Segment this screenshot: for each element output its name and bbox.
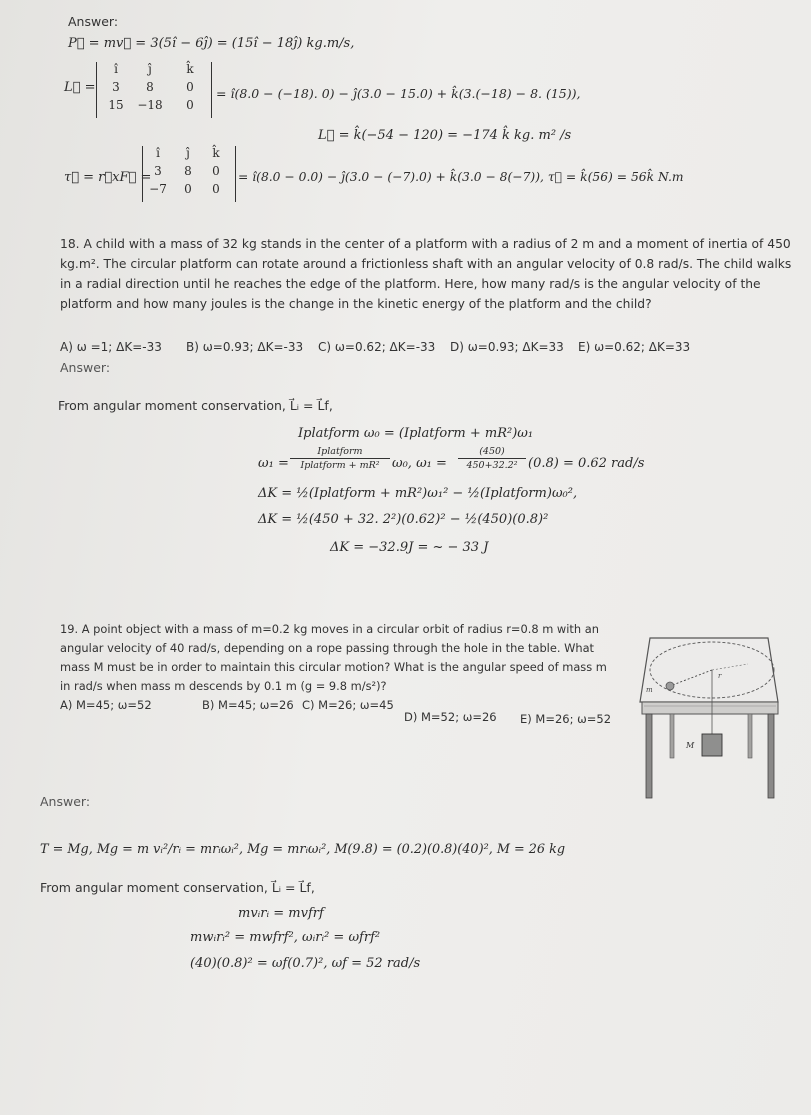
matrix-cell: 8	[184, 164, 192, 178]
q18-eq2-mid: ω₀, ω₁ =	[392, 456, 447, 471]
q19-line: angular velocity of 40 rad/s, depending on a rope passing through the hole in the table. What	[60, 641, 595, 655]
q18-option-c: C) ω=0.62; ΔK=-33	[318, 340, 436, 354]
q17-L-expansion: = î(8.0 − (−18). 0) − ĵ(3.0 − 15.0) + k̂(3.(−18) − 8. (15)),	[216, 86, 581, 101]
q17-L-prefix: L⃗ =	[64, 80, 96, 95]
table-leg-back-right	[748, 714, 752, 758]
q18-eq2-fraction-values	[458, 446, 526, 471]
q19-line: 19. A point object with a mass of m=0.2 kg moves in a circular orbit of radius r=0.8 m with an	[60, 622, 599, 636]
fraction-numerator: Iplatform	[317, 446, 363, 457]
table-top-shape	[640, 638, 778, 702]
q19-line: in rad/s when mass m descends by 0.1 m (g = 9.8 m/s²)?	[60, 679, 387, 693]
table-leg-right	[768, 714, 774, 798]
q18-eq5: ΔK = −32.9J = ~ − 33 J	[330, 540, 489, 555]
q18-eq2-fraction	[290, 446, 390, 471]
q17-L-result: L⃗ = k̂(−54 − 120) = −174 k̂ kg. m² /s	[318, 128, 572, 143]
q18-question-text	[60, 234, 792, 314]
matrix-cell: −18	[137, 98, 163, 112]
q19-option-d: D) M=52; ω=26	[404, 710, 497, 724]
q18-option-a: A) ω =1; ΔK=-33	[60, 340, 162, 354]
radius-label: r	[718, 672, 722, 680]
q18-conservation-text: From angular moment conservation, L⃗ᵢ = L⃗f,	[58, 398, 333, 413]
matrix-cell: 0	[186, 80, 194, 94]
q17-momentum-equation: P⃗ = mv⃗ = 3(5î − 6ĵ) = (15î − 18ĵ) kg.m/s,	[68, 36, 355, 51]
q17-answer-label: Answer:	[68, 14, 119, 29]
matrix-cell: k̂	[212, 146, 220, 160]
matrix-cell: 3	[112, 80, 120, 94]
fraction-denominator: Iplatform + mR²	[300, 460, 380, 471]
q17-L-determinant	[96, 62, 212, 118]
q19-line: mass M must be in order to maintain this circular motion? What is the angular speed of mass m	[60, 660, 607, 674]
mass-m-ball	[666, 682, 674, 690]
q19-option-c: C) M=26; ω=45	[302, 698, 394, 712]
q18-answer-label: Answer:	[60, 360, 111, 375]
q19-answer-label: Answer:	[40, 794, 91, 809]
matrix-cell: −7	[149, 182, 167, 196]
q19-eq2: mvᵢrᵢ = mvfrf	[238, 906, 324, 921]
matrix-cell: ĵ	[186, 146, 190, 160]
matrix-cell: ĵ	[148, 62, 152, 76]
q18-line: 18. A child with a mass of 32 kg stands in the center of a platform with a radius of 2 m and a moment of inertia of 450	[60, 237, 791, 251]
q18-option-e: E) ω=0.62; ΔK=33	[578, 340, 691, 354]
table-figure	[636, 630, 782, 802]
q19-option-e: E) M=26; ω=52	[520, 712, 612, 726]
matrix-cell: 0	[184, 182, 192, 196]
table-leg-back-left	[670, 714, 674, 758]
matrix-cell: 0	[186, 98, 194, 112]
hanging-mass-M	[702, 734, 722, 756]
q19-eq4: (40)(0.8)² = ωf(0.7)², ωf = 52 rad/s	[190, 956, 421, 971]
q18-eq2-lhs: ω₁ =	[258, 456, 289, 471]
matrix-cell: k̂	[186, 62, 194, 76]
q18-option-b: B) ω=0.93; ΔK=-33	[186, 340, 304, 354]
q18-eq3: ΔK = ½(Iplatform + mR²)ω₁² − ½(Iplatform)ω₀²,	[258, 486, 578, 501]
matrix-cell: 15	[108, 98, 124, 112]
mass-m-label: m	[646, 686, 653, 694]
matrix-cell: 0	[212, 182, 220, 196]
q18-eq1: Iplatform ω₀ = (Iplatform + mR²)ω₁	[298, 426, 534, 441]
q18-line: kg.m². The circular platform can rotate around a frictionless shaft with an angular velocity of 0.8 rad/s. The child walks	[60, 257, 792, 271]
matrix-cell: î	[114, 62, 118, 76]
q19-question-text	[60, 620, 630, 696]
q19-eq1: T = Mg, Mg = m vᵢ²/rᵢ = mrᵢωᵢ², Mg = mrᵢωᵢ², M(9.8) = (0.2)(0.8)(40)², M = 26 kg	[40, 842, 566, 857]
q17-torque-expansion: = î(8.0 − 0.0) − ĵ(3.0 − (−7).0) + k̂(3.0 − 8(−7)), τ⃗ = k̂(56) = 56k̂ N.m	[238, 170, 684, 184]
matrix-cell: 8	[146, 80, 154, 94]
q18-line: in a radial direction until he reaches the edge of the platform. Here, how many rad/s is the angular velocity of the	[60, 277, 761, 291]
table-skirt	[642, 702, 778, 714]
q18-eq2-result: (0.8) = 0.62 rad/s	[528, 456, 645, 471]
matrix-cell: î	[156, 146, 160, 160]
q19-option-b: B) M=45; ω=26	[202, 698, 294, 712]
q18-eq4: ΔK = ½(450 + 32. 2²)(0.62)² − ½(450)(0.8)²	[258, 512, 549, 527]
q19-eq3: mwᵢrᵢ² = mwfrf², ωᵢrᵢ² = ωfrf²	[190, 930, 381, 945]
q17-torque-prefix: τ⃗ = r⃗xF⃗ =	[64, 170, 152, 185]
q19-conservation-text: From angular moment conservation, L⃗ᵢ = L⃗f,	[40, 880, 315, 895]
q17-torque-determinant	[142, 146, 236, 202]
q18-line: platform and how many joules is the change in the kinetic energy of the platform and the child?	[60, 297, 652, 311]
matrix-cell: 3	[154, 164, 162, 178]
table-leg-left	[646, 714, 652, 798]
fraction-numerator: (450)	[479, 446, 505, 457]
mass-M-label: M	[686, 741, 695, 750]
q19-option-a: A) M=45; ω=52	[60, 698, 152, 712]
matrix-cell: 0	[212, 164, 220, 178]
fraction-denominator: 450+32.2²	[466, 460, 518, 471]
q18-option-d: D) ω=0.93; ΔK=33	[450, 340, 564, 354]
